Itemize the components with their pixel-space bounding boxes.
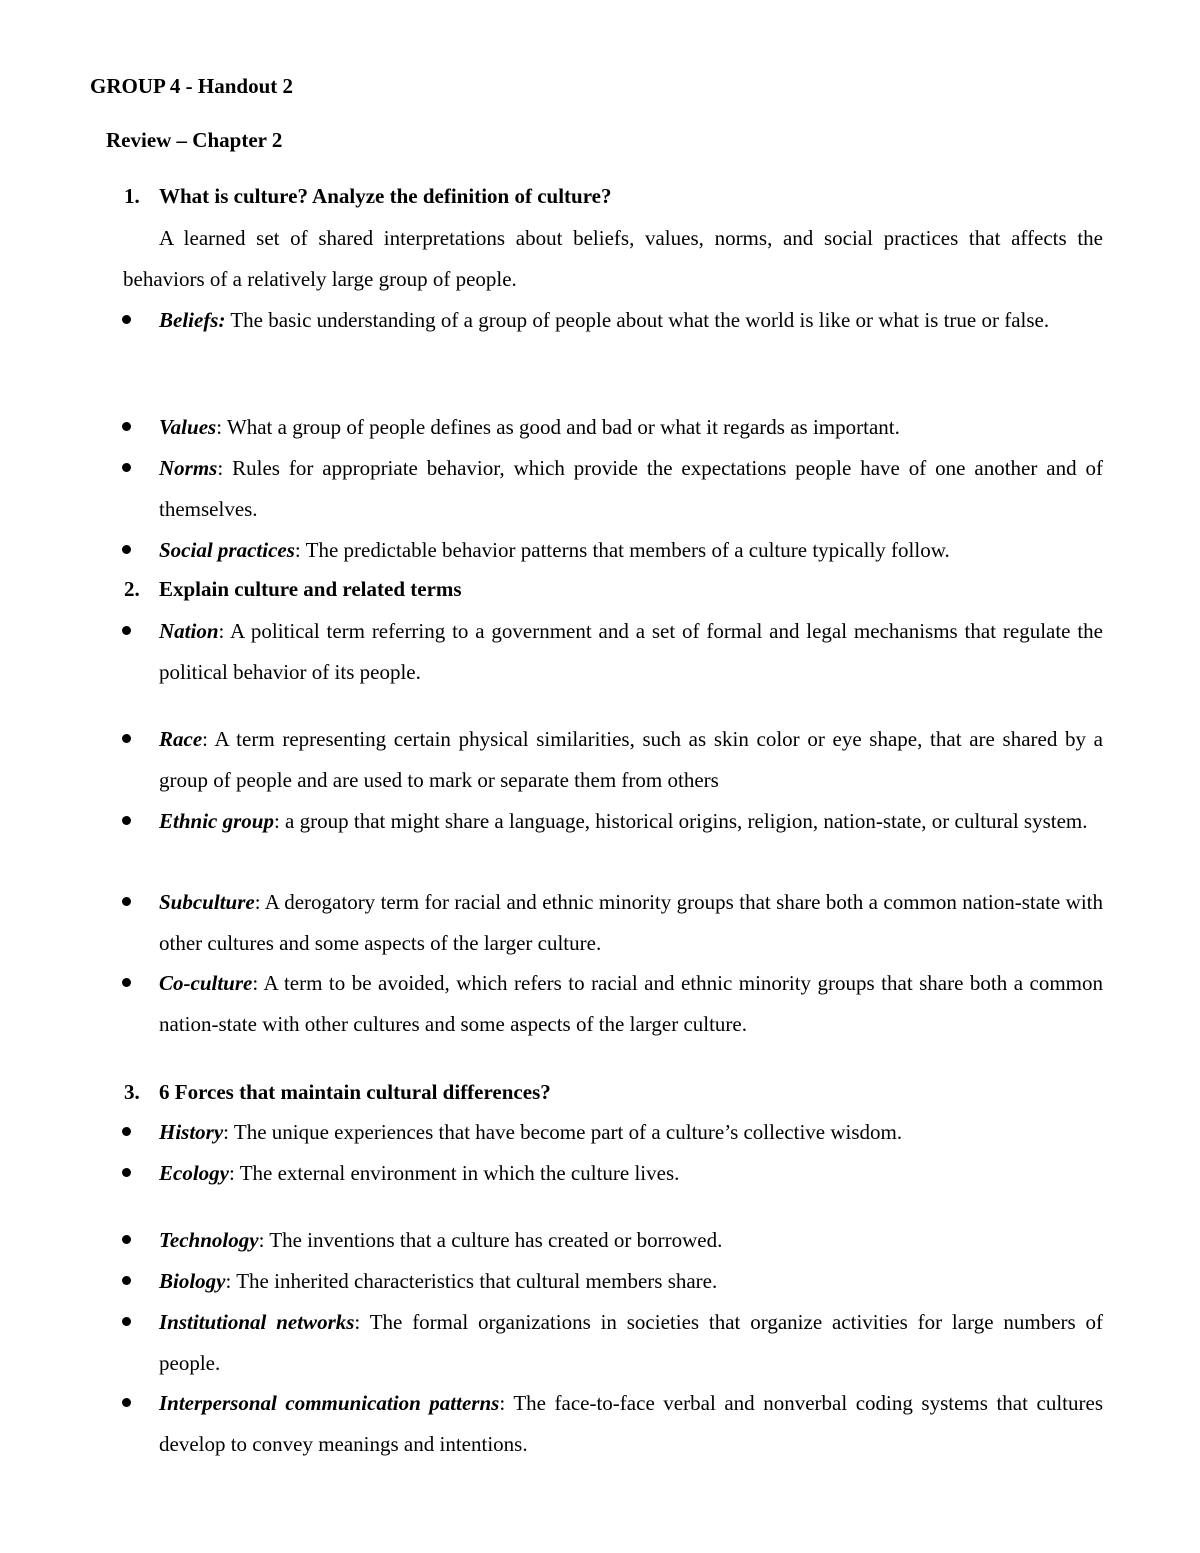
term-description: : The unique experiences that have become part of a culture’s collective wisdom. bbox=[223, 1120, 903, 1144]
term-description: The basic understanding of a group of people about what the world is like or what is true or false. bbox=[225, 308, 1050, 332]
term: Institutional networks bbox=[159, 1310, 355, 1334]
term-description: : The formal organizations in societies that organize activities for large numbers of people. bbox=[159, 1310, 1104, 1375]
bullet-icon bbox=[122, 626, 131, 635]
term-description: : A term to be avoided, which refers to racial and ethnic minority groups that share both a common nation-state with other cultures and some aspects of the larger culture. bbox=[159, 971, 1103, 1036]
term: Interpersonal communication patterns bbox=[159, 1391, 500, 1415]
term-description: : The inventions that a culture has created or borrowed. bbox=[258, 1228, 723, 1252]
term: Ethnic group bbox=[159, 809, 274, 833]
bullet-icon bbox=[122, 816, 131, 825]
bullet-icon bbox=[122, 897, 131, 906]
list-item bbox=[159, 801, 1103, 842]
term-description: : a group that might share a language, historical origins, religion, nation-state, or cultural system. bbox=[273, 809, 1088, 833]
bullet-icon bbox=[122, 1398, 131, 1407]
document-title: GROUP 4 - Handout 2 bbox=[90, 74, 294, 98]
term-description: : A derogatory term for racial and ethnic minority groups that share both a common nation-state with other cultures and some aspects of the larger culture. bbox=[159, 890, 1103, 955]
list-item bbox=[159, 611, 1103, 693]
term-description: : What a group of people defines as good and bad or what it regards as important. bbox=[216, 415, 900, 439]
term: Co-culture bbox=[159, 971, 253, 995]
term: History bbox=[159, 1120, 224, 1144]
question-number: 2. bbox=[124, 577, 140, 601]
list-item bbox=[159, 963, 1103, 1045]
term: Beliefs: bbox=[159, 308, 226, 332]
question-3 bbox=[124, 1080, 551, 1105]
bullet-icon bbox=[122, 1235, 131, 1244]
term: Ecology bbox=[159, 1161, 229, 1185]
term-description: : The inherited characteristics that cultural members share. bbox=[225, 1269, 718, 1293]
bullet-icon bbox=[122, 1127, 131, 1136]
list-item bbox=[159, 1261, 1103, 1302]
bullet-icon bbox=[122, 545, 131, 554]
bullet-icon bbox=[122, 1276, 131, 1285]
term-description: : A political term referring to a government and a set of formal and legal mechanisms that regulate the political behavior of its people. bbox=[159, 619, 1103, 684]
question-text: 6 Forces that maintain cultural differences? bbox=[159, 1080, 551, 1104]
bullet-icon bbox=[122, 1168, 131, 1177]
list-item bbox=[159, 1153, 1103, 1194]
question-number: 1. bbox=[124, 184, 140, 208]
list-item bbox=[159, 1220, 1103, 1261]
term: Subculture bbox=[159, 890, 255, 914]
question-number: 3. bbox=[124, 1080, 140, 1104]
bullet-icon bbox=[122, 734, 131, 743]
term-description: : The predictable behavior patterns that members of a culture typically follow. bbox=[294, 538, 950, 562]
term: Technology bbox=[159, 1228, 259, 1252]
bullet-icon bbox=[122, 315, 131, 324]
list-item bbox=[159, 407, 1103, 448]
term: Race bbox=[159, 727, 203, 751]
question-text: Explain culture and related terms bbox=[159, 577, 462, 601]
bullet-icon bbox=[122, 463, 131, 472]
term-description: : The face-to-face verbal and nonverbal coding systems that cultures develop to convey meanings and intentions. bbox=[159, 1391, 1103, 1456]
list-item bbox=[159, 719, 1103, 801]
document-subtitle: Review – Chapter 2 bbox=[106, 128, 283, 152]
term-description: : A term representing certain physical similarities, such as skin color or eye shape, that are shared by a group of people and are used to mark or separate them from others bbox=[159, 727, 1103, 792]
question-2 bbox=[124, 577, 462, 602]
question-text: What is culture? Analyze the definition of culture? bbox=[159, 184, 612, 208]
question-1 bbox=[124, 184, 611, 209]
term: Values bbox=[159, 415, 217, 439]
term: Social practices bbox=[159, 538, 295, 562]
culture-definition: A learned set of shared interpretations about beliefs, values, norms, and social practices that affects the behaviors of a relatively large group of people. bbox=[123, 226, 1103, 291]
list-item bbox=[159, 1302, 1103, 1384]
term: Nation bbox=[159, 619, 219, 643]
bullet-icon bbox=[122, 978, 131, 987]
list-item bbox=[159, 300, 1103, 341]
list-item bbox=[159, 448, 1103, 530]
list-item bbox=[159, 882, 1103, 964]
term-description: : The external environment in which the culture lives. bbox=[228, 1161, 680, 1185]
list-item bbox=[159, 1383, 1103, 1465]
term: Biology bbox=[159, 1269, 226, 1293]
term-description: : Rules for appropriate behavior, which provide the expectations people have of one another and of themselves. bbox=[159, 456, 1103, 521]
bullet-icon bbox=[122, 422, 131, 431]
list-item bbox=[159, 530, 1103, 571]
term: Norms bbox=[159, 456, 218, 480]
bullet-icon bbox=[122, 1317, 131, 1326]
list-item bbox=[159, 1112, 1103, 1153]
